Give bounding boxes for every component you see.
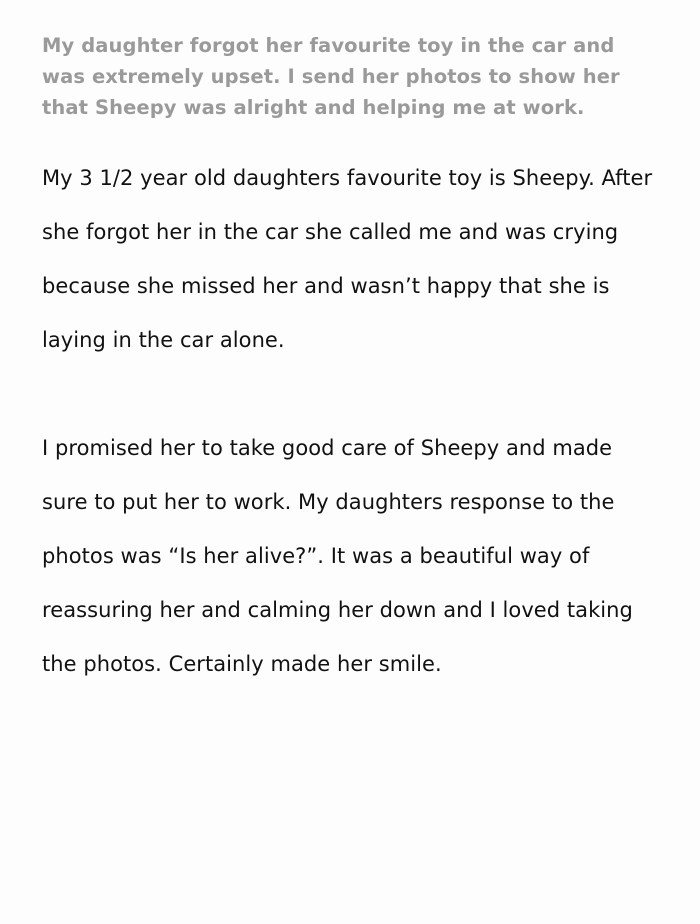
article-body — [42, 151, 658, 691]
article-paragraph: I promised her to take good care of Sheepy and made sure to put her to work. My daughters response to the photos was “Is her alive?”. It was a beautiful way of reassuring her and calming her down and I loved taking the photos. Certainly made her smile. — [42, 436, 633, 676]
article-paragraph: My 3 1/2 year old daughters favourite toy is Sheepy. After she forgot her in the car she called me and was crying because she missed her and wasn’t happy that she is laying in the car alone. — [42, 166, 653, 352]
page-title: My daughter forgot her favourite toy in the car and was extremely upset. I send her photos to show her that Sheepy was alright and helping me at work. — [42, 34, 620, 119]
